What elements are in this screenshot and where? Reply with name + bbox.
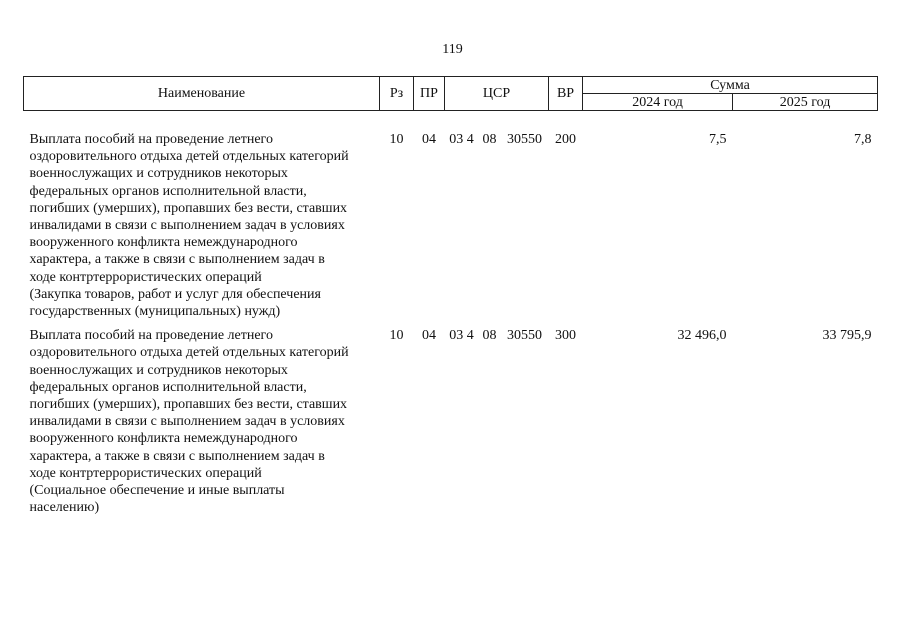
row-csr-subprogram: 08: [482, 328, 497, 344]
row-name-line: оздоровительного отдыха детей отдельных категорий: [29, 149, 349, 165]
header-pr: ПР: [414, 77, 445, 111]
row-name-line: вооруженного конфликта немеждународного: [29, 431, 298, 447]
row-vr: 300: [555, 328, 577, 344]
row-name-line: населению): [29, 500, 100, 516]
row-name-line: (Закупка товаров, работ и услуг для обеспечения: [29, 286, 321, 302]
row-name: [24, 131, 380, 327]
row-name-line: Выплата пособий на проведение летнего: [29, 132, 273, 147]
budget-table: [23, 76, 878, 523]
row-sum-2024: 32 496,0: [677, 328, 727, 344]
row-rz: 10: [389, 328, 404, 344]
table-row: [24, 327, 878, 523]
row-sum-2025: 7,8: [854, 132, 872, 147]
page-number: 119: [442, 42, 463, 57]
row-name-line: инвалидами в связи с выполнением задач в условиях: [29, 218, 345, 234]
row-pr: 04: [422, 132, 436, 147]
table-header: [24, 77, 878, 111]
table-row: [24, 131, 878, 327]
row-vr: 200: [555, 132, 577, 147]
row-name-line: федеральных органов исполнительной власти,: [29, 183, 307, 199]
row-name-line: погибших (умерших), пропавших без вести, ставших: [29, 200, 348, 216]
row-pr: 04: [422, 328, 436, 344]
header-rz: Рз: [380, 77, 414, 111]
header-vr: ВР: [549, 77, 583, 111]
row-name-line: военнослужащих и сотрудников некоторых: [29, 166, 288, 182]
header-year-2024: 2024 год: [583, 94, 733, 111]
row-csr-program: 03 4: [449, 328, 474, 344]
header-name: Наименование: [24, 77, 380, 111]
row-name-line: оздоровительного отдыха детей отдельных категорий: [29, 345, 349, 361]
row-name: [24, 327, 380, 523]
row-name-line: государственных (муниципальных) нужд): [29, 304, 281, 320]
row-name-line: ходе контртеррористических операций: [29, 269, 262, 285]
row-csr-subprogram: 08: [482, 132, 497, 147]
row-name-line: инвалидами в связи с выполнением задач в условиях: [29, 414, 345, 430]
row-name-line: погибших (умерших), пропавших без вести, ставших: [29, 397, 348, 413]
row-rz: 10: [389, 132, 404, 147]
row-name-line: характера, а также в связи с выполнением задач в: [29, 448, 325, 464]
row-name-line: Выплата пособий на проведение летнего: [29, 328, 273, 344]
row-name-line: военнослужащих и сотрудников некоторых: [29, 362, 288, 378]
header-csr: ЦСР: [445, 77, 549, 111]
header-sum: Сумма: [583, 77, 878, 94]
row-name-line: вооруженного конфликта немеждународного: [29, 235, 298, 251]
row-name-line: федеральных органов исполнительной власти,: [29, 379, 307, 395]
table-body: [24, 111, 878, 524]
header-year-2025: 2025 год: [733, 94, 878, 111]
row-name-line: характера, а также в связи с выполнением задач в: [29, 252, 325, 268]
row-sum-2025: 33 795,9: [822, 328, 872, 344]
row-csr-direction: 30550: [507, 132, 542, 147]
row-csr-direction: 30550: [507, 328, 542, 344]
row-name-line: (Социальное обеспечение и иные выплаты: [29, 483, 285, 499]
row-name-line: ходе контртеррористических операций: [29, 465, 262, 481]
row-sum-2024: 7,5: [709, 132, 727, 147]
row-csr-program: 03 4: [449, 132, 474, 147]
